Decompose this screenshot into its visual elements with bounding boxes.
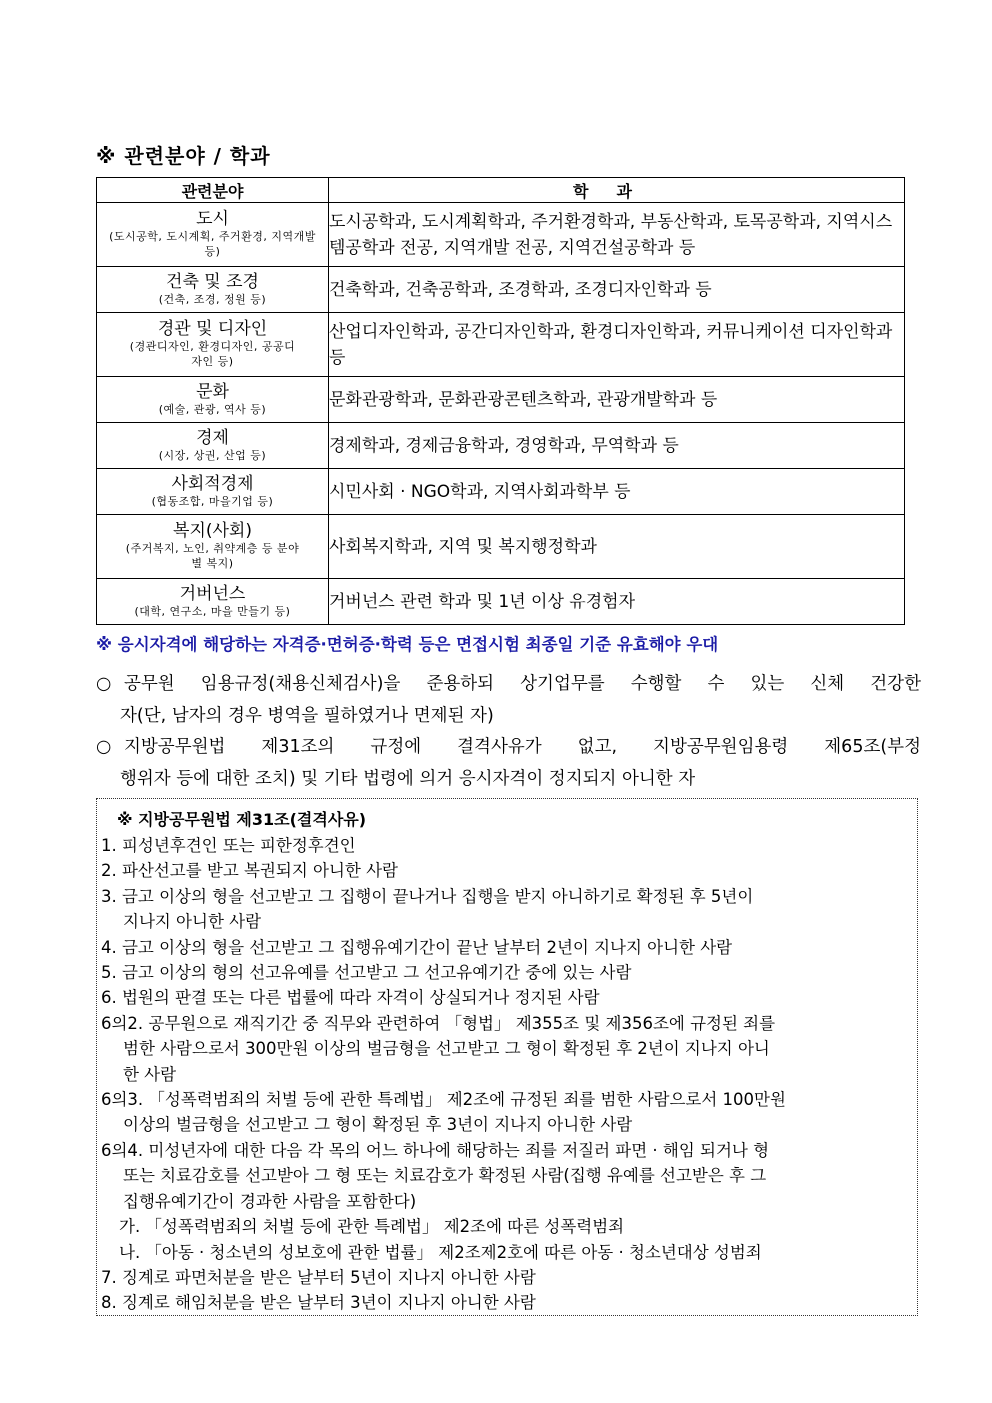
box-title: ※ 지방공무원법 제31조(결격사유) <box>117 810 367 829</box>
field-subcategories: (도시공학, 도시계획, 주거환경, 지역개발 등) <box>109 230 316 258</box>
field-name: 거버넌스 <box>179 583 246 604</box>
table-row <box>97 469 905 515</box>
disqualification-line: 범한 사람으로서 300만원 이상의 벌금형을 선고받고 그 형이 확정된 후 2년이 지나지 아니 <box>123 1039 770 1059</box>
circle-bullet-icon: ○ <box>96 737 112 757</box>
field-subcategories: (건축, 조경, 정원 등) <box>158 292 267 306</box>
disqualification-line: 8. 징계로 해임처분을 받은 날부터 3년이 지나지 아니한 사람 <box>101 1293 536 1313</box>
disqualification-line: 5. 금고 이상의 형의 선고유예를 선고받고 그 선고유예기간 중에 있는 사람 <box>101 963 632 983</box>
disqualification-line: 집행유예기간이 경과한 사람을 포함한다) <box>123 1191 417 1211</box>
department-list: 시민사회 · NGO학과, 지역사회과학부 등 <box>329 469 905 515</box>
disqualification-line: 1. 피성년후견인 또는 피한정후견인 <box>101 836 356 855</box>
table-header-row <box>97 178 905 203</box>
field-department-table <box>96 177 905 625</box>
field-cell <box>97 313 329 377</box>
department-list: 사회복지학과, 지역 및 복지행정학과 <box>329 515 905 579</box>
disqualification-line: 가. 「성폭력범죄의 처벌 등에 관한 특례법」 제2조에 따른 성폭력범죄 <box>119 1217 625 1237</box>
field-subcategories: (주거복지, 노인, 취약계층 등 분야별 복지) <box>125 542 300 570</box>
department-list: 건축학과, 건축공학과, 조경학과, 조경디자인학과 등 <box>329 267 905 313</box>
disqualification-line: 6의3. 「성폭력범죄의 처벌 등에 관한 특례법」 제2조에 규정된 죄를 범한 사람으로서 100만원 <box>101 1090 786 1110</box>
table-row <box>97 579 905 625</box>
condition-text-line2: 자(단, 남자의 경우 병역을 필하였거나 면제된 자) <box>120 706 494 726</box>
field-subcategories: (경관디자인, 환경디자인, 공공디자인 등) <box>129 340 296 368</box>
field-name: 도시 <box>196 209 229 229</box>
disqualification-line: 나. 「아동 · 청소년의 성보호에 관한 법률」 제2조제2호에 따른 아동 · 청소년대상 성범죄 <box>119 1242 762 1262</box>
table-row <box>97 377 905 423</box>
table-row <box>97 423 905 469</box>
disqualification-line: 또는 치료감호를 선고받아 그 형 또는 치료감호가 확정된 사람(집행 유예를 선고받은 후 그 <box>123 1166 767 1186</box>
field-cell <box>97 423 329 469</box>
field-name: 사회적경제 <box>171 473 254 494</box>
field-subcategories: (시장, 상권, 산업 등) <box>158 448 267 462</box>
department-list: 문화관광학과, 문화관광콘텐츠학과, 관광개발학과 등 <box>329 377 905 423</box>
field-subcategories: (협동조합, 마을기업 등) <box>151 494 274 508</box>
disqualification-line: 6의4. 미성년자에 대한 다음 각 목의 어느 하나에 해당하는 죄를 저질러 파면 · 해임 되거나 형 <box>101 1140 770 1160</box>
field-cell <box>97 515 329 579</box>
disqualification-line: 지나지 아니한 사람 <box>123 912 262 932</box>
circle-bullet-icon: ○ <box>96 674 112 694</box>
field-cell <box>97 579 329 625</box>
table-row <box>97 203 905 267</box>
field-name: 복지(사회) <box>173 521 252 541</box>
field-cell <box>97 377 329 423</box>
validity-note: ※ 응시자격에 해당하는 자격증·면허증·학력 등은 면접시험 최종일 기준 유효해야 우대 <box>96 635 719 654</box>
disqualification-line: 7. 징계로 파면처분을 받은 날부터 5년이 지나지 아니한 사람 <box>101 1267 536 1287</box>
disqualification-list <box>101 833 913 1316</box>
field-subcategories: (예술, 관광, 역사 등) <box>158 402 267 416</box>
field-name: 경관 및 디자인 <box>157 319 268 339</box>
condition-text-line1: 지방공무원법 제31조의 규정에 결격사유가 없고, 지방공무원임용령 제65조(부정 <box>124 737 921 757</box>
disqualification-line: 한 사람 <box>123 1064 177 1084</box>
condition-item <box>96 731 921 795</box>
condition-text-line1: 공무원 임용규정(채용신체검사)을 준용하되 상기업무를 수행할 수 있는 신체 건강한 <box>124 674 921 694</box>
disqualification-line: 3. 금고 이상의 형을 선고받고 그 집행이 끝나거나 집행을 받지 아니하기로 확정된 후 5년이 <box>101 886 754 906</box>
disqualification-line: 이상의 벌금형을 선고받고 그 형이 확정된 후 3년이 지나지 아니한 사람 <box>123 1115 633 1135</box>
field-name: 건축 및 조경 <box>166 271 259 292</box>
disqualification-line: 2. 파산선고를 받고 복권되지 아니한 사람 <box>101 861 398 881</box>
department-list: 산업디자인학과, 공간디자인학과, 환경디자인학과, 커뮤니케이션 디자인학과 등 <box>329 313 905 377</box>
department-list: 거버넌스 관련 학과 및 1년 이상 유경험자 <box>329 579 905 625</box>
header-field: 관련분야 <box>97 178 329 203</box>
field-cell <box>97 267 329 313</box>
table-row <box>97 313 905 377</box>
table-row <box>97 267 905 313</box>
section-heading: ※ 관련분야 / 학과 <box>96 144 271 168</box>
disqualification-line: 6의2. 공무원으로 재직기간 중 직무와 관련하여 「형법」 제355조 및 제356조에 규정된 죄를 <box>101 1013 776 1033</box>
department-list: 도시공학과, 도시계획학과, 주거환경학과, 부동산학과, 토목공학과, 지역시스템공학과 전공, 지역개발 전공, 지역건설공학과 등 <box>329 203 905 267</box>
field-subcategories: (대학, 연구소, 마을 만들기 등) <box>134 604 291 618</box>
table-row <box>97 515 905 579</box>
condition-text-line2: 행위자 등에 대한 조치) 및 기타 법령에 의거 응시자격이 정지되지 아니한 자 <box>120 769 696 789</box>
disqualification-line: 6. 법원의 판결 또는 다른 법률에 따라 자격이 상실되거나 정지된 사람 <box>101 988 600 1008</box>
field-name: 경제 <box>196 427 229 448</box>
condition-item <box>96 668 921 732</box>
field-cell <box>97 203 329 267</box>
field-cell <box>97 469 329 515</box>
department-list: 경제학과, 경제금융학과, 경영학과, 무역학과 등 <box>329 423 905 469</box>
field-name: 문화 <box>196 381 229 402</box>
disqualification-line: 4. 금고 이상의 형을 선고받고 그 집행유예기간이 끝난 날부터 2년이 지나지 아니한 사람 <box>101 937 733 957</box>
disqualification-box <box>96 798 918 1316</box>
header-department: 학과 <box>329 178 905 203</box>
